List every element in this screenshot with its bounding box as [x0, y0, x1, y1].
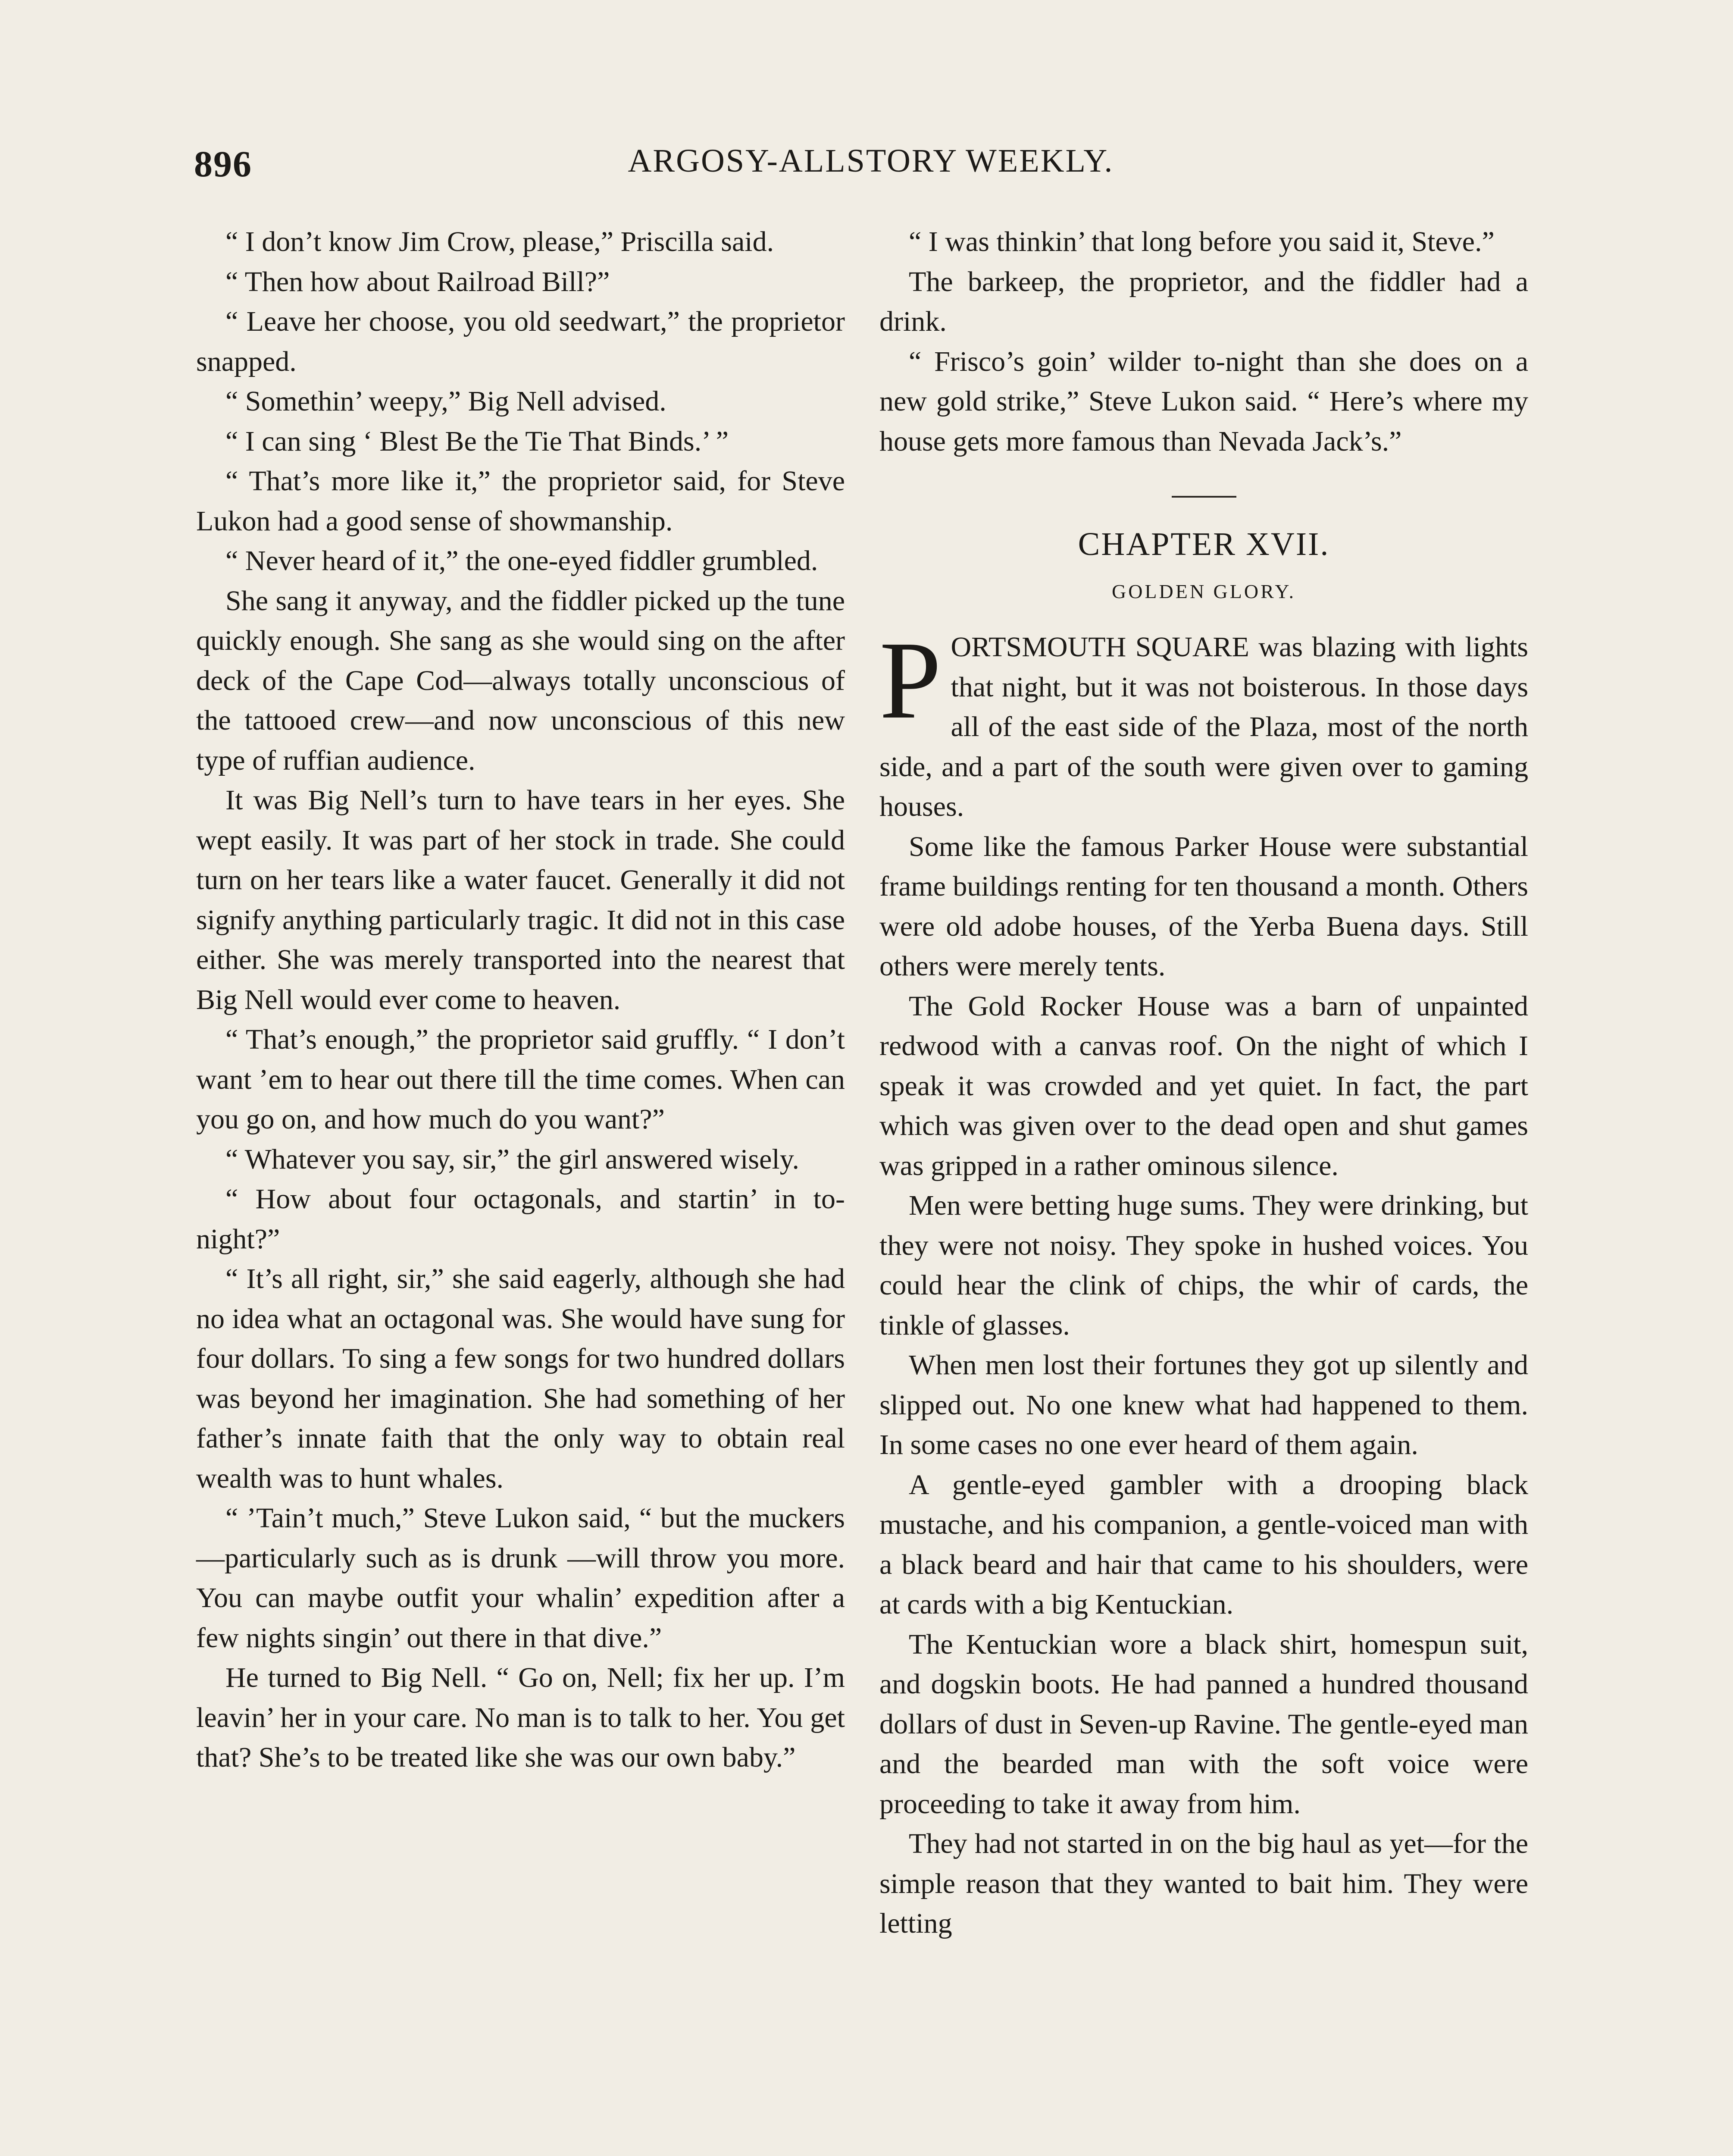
drop-cap: P	[879, 618, 942, 742]
paragraph: “ I don’t know Jim Crow, please,” Priscilla said.	[225, 226, 774, 257]
paragraph: “ Frisco’s goin’ wilder to-night than she does on a new gold strike,” Steve Lukon said. “ Here’s where my house gets more famous than Nevada Jack’s.”	[879, 345, 1528, 457]
paragraph: It was Big Nell’s turn to have tears in her eyes. She wept easily. It was part of her stock in trade. She could turn on her tears like a water faucet. Generally it did not signify anything particularly tragic. It did not in this case either. She was merely transported into the nearest that Big Nell would ever come to heaven.	[196, 784, 845, 1015]
paragraph: “ That’s enough,” the proprietor said gruffly. “ I don’t want ’em to hear out there till the time comes. When can you go on, and how much do you want?”	[196, 1024, 845, 1135]
opening-text: ORTSMOUTH SQUARE was blazing with lights that night, but it was not boisterous. In those days all of the east side of the Plaza, most of the north side, and a part of the south were given over to gaming houses.	[879, 631, 1528, 822]
paragraph: “ It’s all right, sir,” she said eagerly, although she had no idea what an octagonal was. She would have sung for four dollars. To sing a few songs for two hundred dollars was beyond her imagination. She had something of her father’s innate faith that the only way to obtain real wealth was to hunt whales.	[196, 1263, 845, 1494]
chapter-subtitle: GOLDEN GLORY.	[1111, 580, 1296, 602]
page-header	[194, 142, 1548, 198]
paragraph: “ ’Tain’t much,” Steve Lukon said, “ but the muckers—particularly such as is drunk —will throw you more. You can maybe outfit your whalin’ expedition after a few nights singin’ out there in that dive.”	[196, 1502, 845, 1654]
running-title: ARGOSY-ALLSTORY WEEKLY.	[628, 143, 1114, 179]
paragraph: “ Somethin’ weepy,” Big Nell advised.	[225, 385, 666, 417]
paragraph: “ Leave her choose, you old seedwart,” the proprietor snapped.	[196, 306, 845, 377]
chapter-opening-paragraph	[879, 618, 1528, 827]
paragraph: The Kentuckian wore a black shirt, homespun suit, and dogskin boots. He had panned a hundred thousand dollars of dust in Seven-up Ravine. The gentle-eyed man and the bearded man with the soft voice were proceeding to take it away from him.	[879, 1628, 1528, 1820]
paragraph: When men lost their fortunes they got up silently and slipped out. No one knew what had happened to them. In some cases no one ever heard of them again.	[879, 1349, 1528, 1460]
paragraph: “ Never heard of it,” the one-eyed fiddler grumbled.	[225, 545, 818, 577]
paragraph: The Gold Rocker House was a barn of unpainted redwood with a canvas roof. On the night of which I speak it was crowded and yet quiet. In fact, the part which was given over to the dead open and shut games was gripped in a rather ominous silence.	[879, 990, 1528, 1181]
paragraph: She sang it anyway, and the fiddler picked up the tune quickly enough. She sang as she would sing on the after deck of the Cape Cod—always totally unconscious of the tattooed crew—and now unconscious of this new type of ruffian audience.	[196, 585, 845, 776]
paragraph: The barkeep, the proprietor, and the fiddler had a drink.	[879, 266, 1528, 337]
paragraph: “ Whatever you say, sir,” the girl answered wisely.	[225, 1143, 799, 1175]
paragraph: “ I was thinkin’ that long before you said it, Steve.”	[909, 226, 1495, 257]
paragraph: “ How about four octagonals, and startin’ in to-night?”	[196, 1183, 845, 1255]
page-number: 896	[194, 143, 252, 185]
left-column	[196, 222, 845, 2156]
paragraph: They had not started in on the big haul as yet—for the simple reason that they wanted to bait him. They were letting	[879, 1828, 1528, 1939]
paragraph: Some like the famous Parker House were substantial frame buildings renting for ten thousand a month. Others were old adobe houses, of the Yerba Buena days. Still others were merely tents.	[879, 830, 1528, 982]
paragraph: “ Then how about Railroad Bill?”	[225, 266, 610, 298]
paragraph: “ That’s more like it,” the proprietor said, for Steve Lukon had a good sense of showmanship.	[196, 465, 845, 537]
paragraph: A gentle-eyed gambler with a drooping black mustache, and his companion, a gentle-voiced man with a black beard and hair that came to his shoulders, were at cards with a big Kentuckian.	[879, 1469, 1528, 1620]
right-column	[879, 222, 1528, 2156]
chapter-heading: CHAPTER XVII.	[1078, 526, 1330, 562]
paragraph: He turned to Big Nell. “ Go on, Nell; fix her up. I’m leavin’ her in your care. No man is to talk to her. You get that? She’s to be treated like she was our own baby.”	[196, 1662, 845, 1773]
section-divider	[1172, 496, 1236, 498]
paragraph: “ I can sing ‘ Blest Be the Tie That Binds.’ ”	[225, 425, 729, 457]
paragraph: Men were betting huge sums. They were drinking, but they were not noisy. They spoke in hushed voices. You could hear the clink of chips, the whir of cards, the tinkle of glasses.	[879, 1190, 1528, 1341]
